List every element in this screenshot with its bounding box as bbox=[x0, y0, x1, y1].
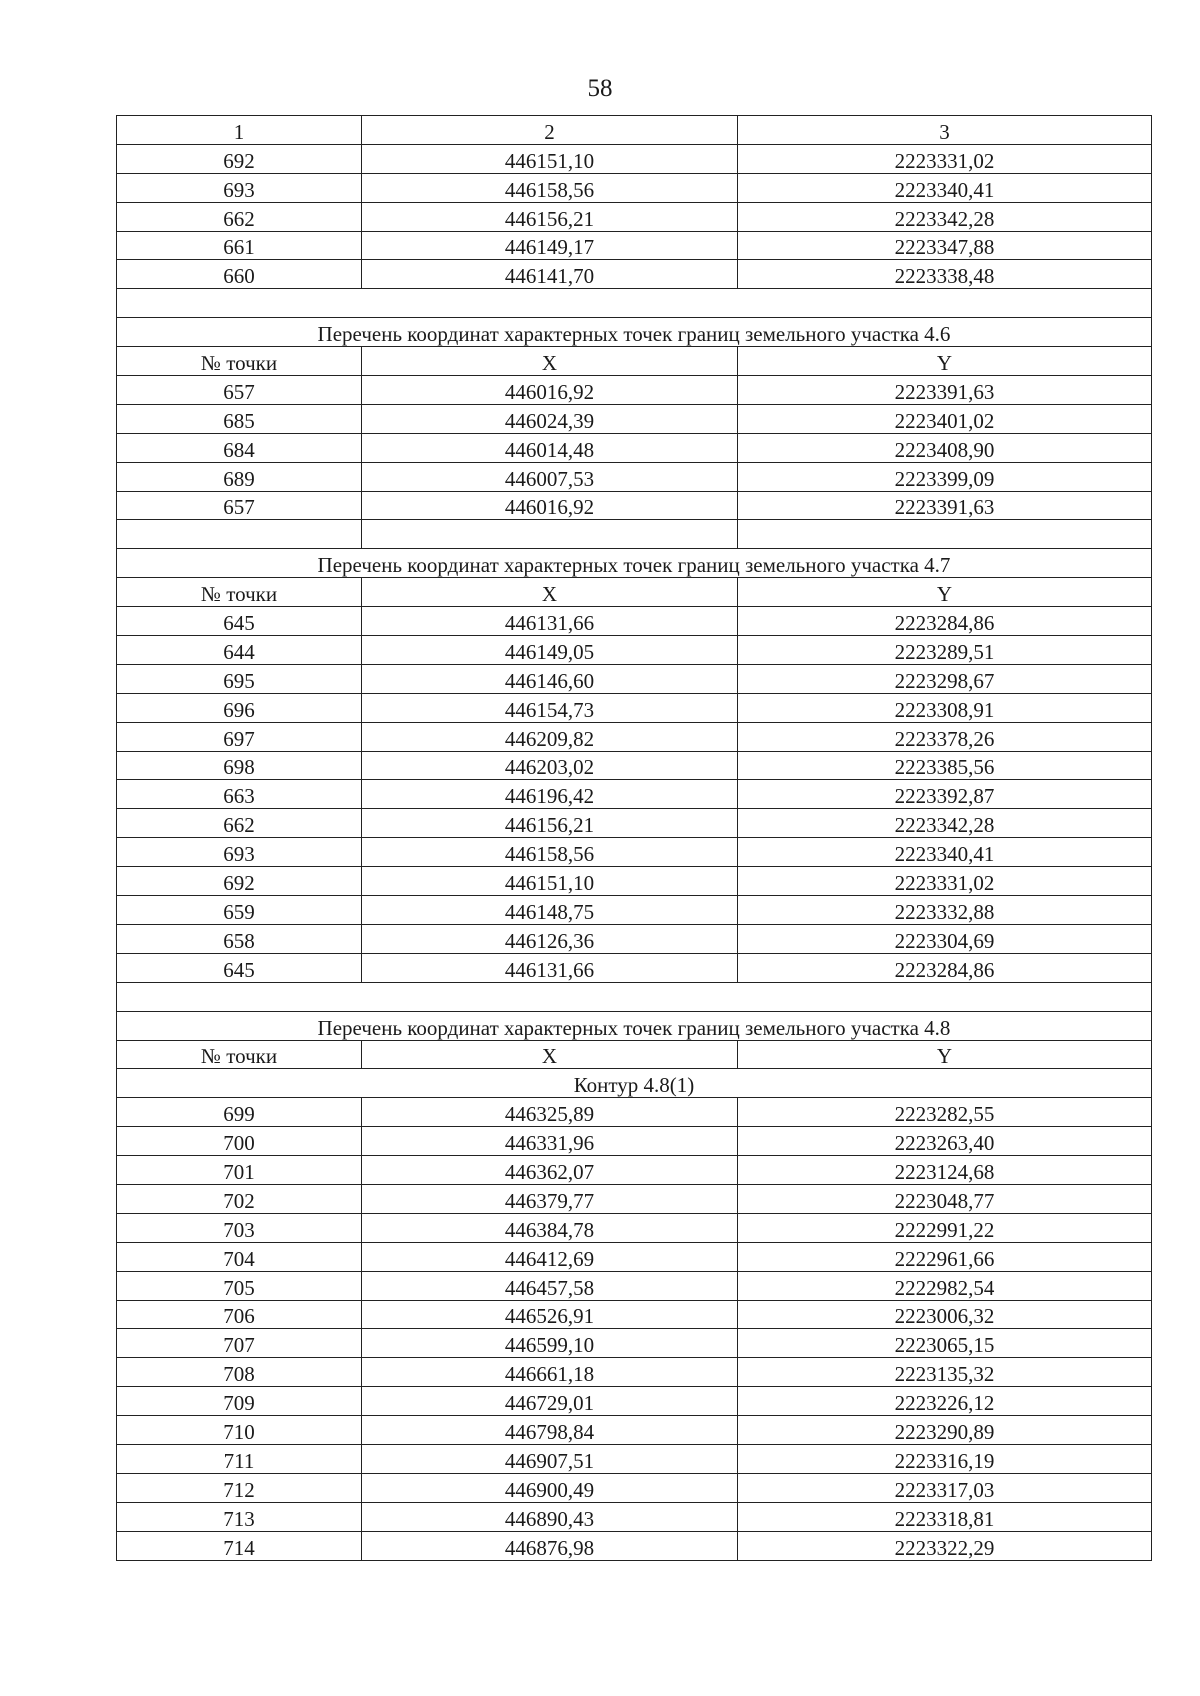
x-coordinate-cell: 446526,91 bbox=[362, 1300, 738, 1329]
column-header: 2 bbox=[362, 116, 738, 145]
y-coordinate-cell: 2223284,86 bbox=[738, 953, 1152, 982]
y-coordinate-cell: 2223338,48 bbox=[738, 260, 1152, 289]
table-row bbox=[117, 1156, 1152, 1185]
blank-cell bbox=[117, 289, 1152, 318]
point-number-cell: 696 bbox=[117, 693, 362, 722]
table-row bbox=[117, 144, 1152, 173]
point-number-cell: 697 bbox=[117, 722, 362, 751]
x-coordinate-cell: 446661,18 bbox=[362, 1358, 738, 1387]
y-coordinate-cell: 2223331,02 bbox=[738, 144, 1152, 173]
point-number-cell: 645 bbox=[117, 953, 362, 982]
table-row bbox=[117, 1416, 1152, 1445]
column-header: № точки bbox=[117, 347, 362, 376]
section-title: Перечень координат характерных точек границ земельного участка 4.6 bbox=[117, 318, 1152, 347]
x-coordinate-cell: 446196,42 bbox=[362, 780, 738, 809]
y-coordinate-cell: 2223318,81 bbox=[738, 1502, 1152, 1531]
table-row bbox=[117, 1531, 1152, 1560]
y-coordinate-cell: 2223226,12 bbox=[738, 1387, 1152, 1416]
section-title: Перечень координат характерных точек границ земельного участка 4.8 bbox=[117, 1011, 1152, 1040]
point-number-cell: 661 bbox=[117, 231, 362, 260]
section-title: Перечень координат характерных точек границ земельного участка 4.7 bbox=[117, 549, 1152, 578]
y-coordinate-cell: 2223298,67 bbox=[738, 664, 1152, 693]
point-number-cell: 705 bbox=[117, 1271, 362, 1300]
table-row bbox=[117, 1329, 1152, 1358]
x-coordinate-cell: 446156,21 bbox=[362, 809, 738, 838]
table-row bbox=[117, 1242, 1152, 1271]
x-coordinate-cell: 446016,92 bbox=[362, 376, 738, 405]
table-row bbox=[117, 404, 1152, 433]
x-coordinate-cell: 446325,89 bbox=[362, 1098, 738, 1127]
point-number-cell: 685 bbox=[117, 404, 362, 433]
y-coordinate-cell: 2223308,91 bbox=[738, 693, 1152, 722]
section-title-row bbox=[117, 318, 1152, 347]
blank-cell bbox=[117, 982, 1152, 1011]
point-number-cell: 699 bbox=[117, 1098, 362, 1127]
x-coordinate-cell: 446599,10 bbox=[362, 1329, 738, 1358]
table-row bbox=[117, 433, 1152, 462]
point-number-cell: 713 bbox=[117, 1502, 362, 1531]
x-coordinate-cell: 446156,21 bbox=[362, 202, 738, 231]
point-number-cell: 695 bbox=[117, 664, 362, 693]
y-coordinate-cell: 2223065,15 bbox=[738, 1329, 1152, 1358]
column-header: Y bbox=[738, 578, 1152, 607]
x-coordinate-cell: 446146,60 bbox=[362, 664, 738, 693]
point-number-cell: 693 bbox=[117, 173, 362, 202]
x-coordinate-cell: 446907,51 bbox=[362, 1444, 738, 1473]
table-row bbox=[117, 260, 1152, 289]
section-title-row bbox=[117, 549, 1152, 578]
y-coordinate-cell: 2222991,22 bbox=[738, 1213, 1152, 1242]
coordinates-table bbox=[116, 115, 1152, 1561]
table-row bbox=[117, 809, 1152, 838]
column-header: X bbox=[362, 578, 738, 607]
point-number-cell: 710 bbox=[117, 1416, 362, 1445]
x-coordinate-cell: 446876,98 bbox=[362, 1531, 738, 1560]
y-coordinate-cell: 2223284,86 bbox=[738, 607, 1152, 636]
y-coordinate-cell: 2223342,28 bbox=[738, 202, 1152, 231]
table-row bbox=[117, 520, 1152, 549]
x-coordinate-cell: 446131,66 bbox=[362, 953, 738, 982]
table-row bbox=[117, 462, 1152, 491]
table-row bbox=[117, 1098, 1152, 1127]
point-number-cell: 662 bbox=[117, 202, 362, 231]
point-number-cell: 692 bbox=[117, 144, 362, 173]
column-header-row bbox=[117, 1040, 1152, 1069]
table-row bbox=[117, 780, 1152, 809]
column-header-row bbox=[117, 347, 1152, 376]
point-number-cell: 689 bbox=[117, 462, 362, 491]
point-number-cell: 708 bbox=[117, 1358, 362, 1387]
table-row bbox=[117, 636, 1152, 665]
x-coordinate-cell: 446151,10 bbox=[362, 867, 738, 896]
y-coordinate-cell: 2223392,87 bbox=[738, 780, 1152, 809]
y-coordinate-cell: 2223135,32 bbox=[738, 1358, 1152, 1387]
table-row bbox=[117, 664, 1152, 693]
table-row bbox=[117, 693, 1152, 722]
x-coordinate-cell: 446154,73 bbox=[362, 693, 738, 722]
y-coordinate-cell: 2223263,40 bbox=[738, 1127, 1152, 1156]
column-header: 3 bbox=[738, 116, 1152, 145]
point-number-cell: 711 bbox=[117, 1444, 362, 1473]
x-coordinate-cell: 446158,56 bbox=[362, 838, 738, 867]
x-coordinate-cell bbox=[362, 520, 738, 549]
table-row bbox=[117, 1271, 1152, 1300]
y-coordinate-cell: 2223331,02 bbox=[738, 867, 1152, 896]
table-row bbox=[117, 1213, 1152, 1242]
table-row bbox=[117, 173, 1152, 202]
table-row bbox=[117, 202, 1152, 231]
table-row bbox=[117, 376, 1152, 405]
point-number-cell: 645 bbox=[117, 607, 362, 636]
y-coordinate-cell: 2223342,28 bbox=[738, 809, 1152, 838]
y-coordinate-cell: 2223378,26 bbox=[738, 722, 1152, 751]
x-coordinate-cell: 446729,01 bbox=[362, 1387, 738, 1416]
point-number-cell: 662 bbox=[117, 809, 362, 838]
point-number-cell: 702 bbox=[117, 1184, 362, 1213]
y-coordinate-cell: 2223048,77 bbox=[738, 1184, 1152, 1213]
column-header: X bbox=[362, 347, 738, 376]
table-row bbox=[117, 231, 1152, 260]
point-number-cell: 707 bbox=[117, 1329, 362, 1358]
x-coordinate-cell: 446362,07 bbox=[362, 1156, 738, 1185]
x-coordinate-cell: 446798,84 bbox=[362, 1416, 738, 1445]
table-row bbox=[117, 1502, 1152, 1531]
table-row bbox=[117, 1444, 1152, 1473]
x-coordinate-cell: 446203,02 bbox=[362, 751, 738, 780]
section-title-row bbox=[117, 1069, 1152, 1098]
x-coordinate-cell: 446331,96 bbox=[362, 1127, 738, 1156]
x-coordinate-cell: 446158,56 bbox=[362, 173, 738, 202]
point-number-cell: 709 bbox=[117, 1387, 362, 1416]
table-row bbox=[117, 1473, 1152, 1502]
y-coordinate-cell: 2223391,63 bbox=[738, 376, 1152, 405]
table-row bbox=[117, 1358, 1152, 1387]
point-number-cell: 644 bbox=[117, 636, 362, 665]
point-number-cell: 714 bbox=[117, 1531, 362, 1560]
x-coordinate-cell: 446384,78 bbox=[362, 1213, 738, 1242]
y-coordinate-cell: 2223408,90 bbox=[738, 433, 1152, 462]
x-coordinate-cell: 446149,17 bbox=[362, 231, 738, 260]
column-header-row bbox=[117, 578, 1152, 607]
x-coordinate-cell: 446024,39 bbox=[362, 404, 738, 433]
page-number: 58 bbox=[587, 75, 613, 102]
y-coordinate-cell: 2223401,02 bbox=[738, 404, 1152, 433]
point-number-cell: 698 bbox=[117, 751, 362, 780]
table-row bbox=[117, 1387, 1152, 1416]
x-coordinate-cell: 446890,43 bbox=[362, 1502, 738, 1531]
table-row bbox=[117, 867, 1152, 896]
x-coordinate-cell: 446007,53 bbox=[362, 462, 738, 491]
x-coordinate-cell: 446016,92 bbox=[362, 491, 738, 520]
x-coordinate-cell: 446126,36 bbox=[362, 924, 738, 953]
y-coordinate-cell bbox=[738, 520, 1152, 549]
y-coordinate-cell: 2223332,88 bbox=[738, 896, 1152, 925]
column-header: Y bbox=[738, 347, 1152, 376]
column-header: № точки bbox=[117, 1040, 362, 1069]
table-row bbox=[117, 1300, 1152, 1329]
table-row bbox=[117, 722, 1152, 751]
x-coordinate-cell: 446457,58 bbox=[362, 1271, 738, 1300]
y-coordinate-cell: 2223316,19 bbox=[738, 1444, 1152, 1473]
x-coordinate-cell: 446412,69 bbox=[362, 1242, 738, 1271]
y-coordinate-cell: 2223290,89 bbox=[738, 1416, 1152, 1445]
section-title-row bbox=[117, 1011, 1152, 1040]
table-row bbox=[117, 491, 1152, 520]
y-coordinate-cell: 2223304,69 bbox=[738, 924, 1152, 953]
column-header-row bbox=[117, 116, 1152, 145]
point-number-cell: 684 bbox=[117, 433, 362, 462]
y-coordinate-cell: 2223347,88 bbox=[738, 231, 1152, 260]
point-number-cell: 663 bbox=[117, 780, 362, 809]
x-coordinate-cell: 446151,10 bbox=[362, 144, 738, 173]
column-header: X bbox=[362, 1040, 738, 1069]
y-coordinate-cell: 2222982,54 bbox=[738, 1271, 1152, 1300]
table-row bbox=[117, 838, 1152, 867]
blank-row bbox=[117, 982, 1152, 1011]
point-number-cell bbox=[117, 520, 362, 549]
point-number-cell: 703 bbox=[117, 1213, 362, 1242]
y-coordinate-cell: 2222961,66 bbox=[738, 1242, 1152, 1271]
point-number-cell: 660 bbox=[117, 260, 362, 289]
table-row bbox=[117, 1127, 1152, 1156]
y-coordinate-cell: 2223385,56 bbox=[738, 751, 1152, 780]
x-coordinate-cell: 446014,48 bbox=[362, 433, 738, 462]
coordinates-table-body bbox=[117, 116, 1152, 1561]
point-number-cell: 692 bbox=[117, 867, 362, 896]
point-number-cell: 706 bbox=[117, 1300, 362, 1329]
y-coordinate-cell: 2223317,03 bbox=[738, 1473, 1152, 1502]
table-row bbox=[117, 953, 1152, 982]
y-coordinate-cell: 2223340,41 bbox=[738, 173, 1152, 202]
table-row bbox=[117, 1184, 1152, 1213]
point-number-cell: 658 bbox=[117, 924, 362, 953]
column-header: № точки bbox=[117, 578, 362, 607]
column-header: Y bbox=[738, 1040, 1152, 1069]
point-number-cell: 657 bbox=[117, 491, 362, 520]
y-coordinate-cell: 2223340,41 bbox=[738, 838, 1152, 867]
y-coordinate-cell: 2223289,51 bbox=[738, 636, 1152, 665]
table-row bbox=[117, 607, 1152, 636]
y-coordinate-cell: 2223282,55 bbox=[738, 1098, 1152, 1127]
point-number-cell: 700 bbox=[117, 1127, 362, 1156]
point-number-cell: 693 bbox=[117, 838, 362, 867]
point-number-cell: 701 bbox=[117, 1156, 362, 1185]
y-coordinate-cell: 2223391,63 bbox=[738, 491, 1152, 520]
x-coordinate-cell: 446900,49 bbox=[362, 1473, 738, 1502]
x-coordinate-cell: 446148,75 bbox=[362, 896, 738, 925]
column-header: 1 bbox=[117, 116, 362, 145]
y-coordinate-cell: 2223124,68 bbox=[738, 1156, 1152, 1185]
y-coordinate-cell: 2223322,29 bbox=[738, 1531, 1152, 1560]
x-coordinate-cell: 446141,70 bbox=[362, 260, 738, 289]
y-coordinate-cell: 2223006,32 bbox=[738, 1300, 1152, 1329]
point-number-cell: 657 bbox=[117, 376, 362, 405]
blank-row bbox=[117, 289, 1152, 318]
point-number-cell: 712 bbox=[117, 1473, 362, 1502]
point-number-cell: 659 bbox=[117, 896, 362, 925]
table-row bbox=[117, 924, 1152, 953]
table-row bbox=[117, 896, 1152, 925]
x-coordinate-cell: 446209,82 bbox=[362, 722, 738, 751]
section-title: Контур 4.8(1) bbox=[117, 1069, 1152, 1098]
table-row bbox=[117, 751, 1152, 780]
x-coordinate-cell: 446131,66 bbox=[362, 607, 738, 636]
x-coordinate-cell: 446379,77 bbox=[362, 1184, 738, 1213]
point-number-cell: 704 bbox=[117, 1242, 362, 1271]
x-coordinate-cell: 446149,05 bbox=[362, 636, 738, 665]
y-coordinate-cell: 2223399,09 bbox=[738, 462, 1152, 491]
